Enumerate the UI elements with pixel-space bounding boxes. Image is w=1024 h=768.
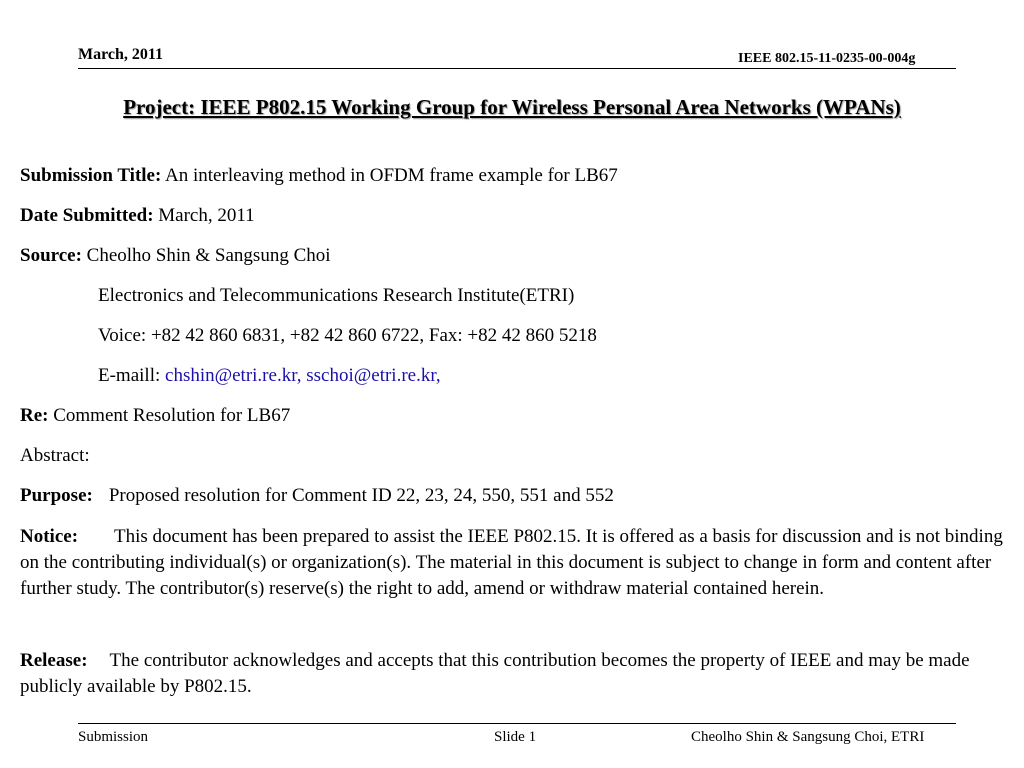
purpose-value: Proposed resolution for Comment ID 22, 23, 24, 550, 551 and 552 (108, 485, 614, 506)
submission-title-line (20, 165, 618, 187)
release-paragraph (20, 648, 1010, 700)
purpose-line (20, 485, 614, 507)
footer-divider (78, 723, 956, 724)
header-date: March, 2011 (78, 46, 164, 63)
header-divider (78, 68, 956, 69)
notice-label: Notice: (20, 526, 79, 547)
notice-value: This document has been prepared to assist the IEEE P802.15. It is offered as a basis for discussion and is not binding on the contributing individual(s) or organization(s). The material in this document is subject to change in form and content after further study. The contributor(s) reserve(s) the right to add, amend or withdraw material contained herein. (20, 526, 1003, 599)
date-submitted-line (20, 205, 255, 227)
source-voice: Voice: +82 42 860 6831, +82 42 860 6722, Fax: +82 42 860 5218 (98, 325, 597, 346)
header-document-id: IEEE 802.15-11-0235-00-004g (738, 51, 916, 66)
submission-title-label: Submission Title: (20, 165, 162, 186)
source-value: Cheolho Shin & Sangsung Choi (81, 245, 331, 266)
date-submitted-value: March, 2011 (153, 205, 255, 226)
footer-submission: Submission (78, 729, 149, 745)
source-label: Source: (20, 245, 82, 266)
source-email-line (98, 365, 441, 387)
notice-paragraph (20, 524, 1010, 602)
release-label: Release: (20, 650, 88, 671)
purpose-label: Purpose: (20, 485, 93, 506)
release-value: The contributor acknowledges and accepts that this contribution becomes the property of IEEE and may be made publicly available by P802.15. (20, 650, 970, 697)
footer-authors: Cheolho Shin & Sangsung Choi, ETRI (691, 729, 925, 745)
re-value: Comment Resolution for LB67 (48, 405, 291, 426)
submission-title-value: An interleaving method in OFDM frame example for LB67 (161, 165, 618, 186)
date-submitted-label: Date Submitted: (20, 205, 154, 226)
abstract-label: Abstract: (20, 445, 90, 466)
re-line (20, 405, 290, 427)
email-label: E-maill: (98, 365, 166, 386)
project-title: Project: IEEE P802.15 Working Group for Wireless Personal Area Networks (WPANs) (123, 95, 901, 119)
footer-slide-number: Slide 1 (494, 729, 537, 745)
email-link[interactable]: chshin@etri.re.kr, sschoi@etri.re.kr, (165, 365, 441, 386)
source-institute: Electronics and Telecommunications Research Institute(ETRI) (98, 285, 575, 306)
re-label: Re: (20, 405, 49, 426)
source-line (20, 245, 331, 267)
